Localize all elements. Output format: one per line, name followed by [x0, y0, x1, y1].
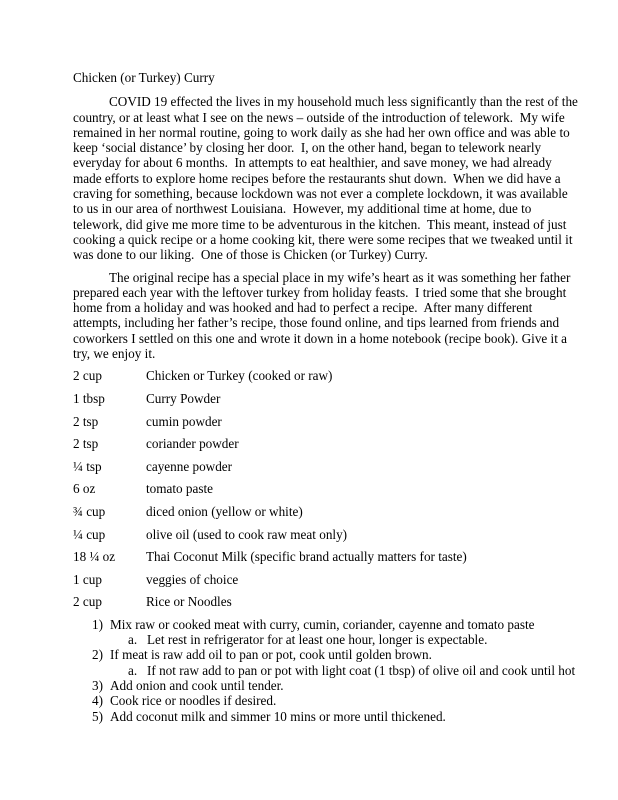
ingredient-name: Curry Powder [146, 390, 221, 406]
step-text: Add onion and cook until tender. [110, 678, 284, 694]
ingredient-name: veggies of choice [146, 571, 239, 587]
step-item [73, 678, 580, 693]
substep-item [73, 632, 580, 647]
ingredient-row [73, 436, 580, 451]
ingredient-row [73, 594, 580, 609]
ingredient-row [73, 414, 580, 429]
ingredient-row [73, 459, 580, 474]
instruction-list [73, 617, 580, 724]
ingredient-name: olive oil (used to cook raw meat only) [146, 526, 348, 542]
step-text: Add coconut milk and simmer 10 mins or more until thickened. [110, 708, 446, 724]
ingredient-name: Thai Coconut Milk (specific brand actually matters for taste) [146, 549, 467, 565]
ingredient-name: Rice or Noodles [146, 594, 232, 610]
ingredient-amount: 2 tsp [73, 413, 99, 429]
substep-item [73, 663, 580, 678]
ingredient-amount: ¼ cup [73, 526, 106, 542]
document-content [73, 70, 580, 724]
substep-text: If not raw add to pan or pot with light coat (1 tbsp) of olive oil and cook until hot [147, 662, 576, 678]
ingredient-name: cayenne powder [146, 458, 233, 474]
ingredient-row [73, 368, 580, 383]
step-marker: 5) [92, 708, 103, 724]
step-text: Cook rice or noodles if desired. [110, 693, 277, 709]
ingredient-list [73, 368, 580, 609]
ingredient-amount: 2 cup [73, 368, 102, 384]
step-item [73, 709, 580, 724]
recipe-title: Chicken (or Turkey) Curry [73, 70, 215, 85]
step-item [73, 693, 580, 708]
intro-paragraph: COVID 19 effected the lives in my household much less significantly than the rest of the country, or at least what I see on the news – outside of the introduction of telework. My wife remained in her normal routine, going to work daily as she had her own office and was able to keep ‘social distance’ by closing her door. I, on the other hand, began to telework nearly everyday for about 6 months. In attempts to eat healthier, and save money, we had already made efforts to explore home recipes before the restaurants shut down. When we did have a craving for something, because lockdown was not ever a complete lockdown, it was available to us in our area of northwest Louisiana. However, my additional time at home, due to telework, did give me more time to be adventurous in the kitchen. This meant, instead of just cooking a quick recipe or a home cooking kit, there were some recipes that we tweaked until it was done to our liking. One of those is Chicken (or Turkey) Curry. [73, 94, 582, 263]
ingredient-amount: 2 cup [73, 594, 102, 610]
step-marker: 2) [92, 647, 103, 663]
step-marker: 1) [92, 616, 103, 632]
step-text: If meat is raw add oil to pan or pot, cook until golden brown. [110, 647, 432, 663]
ingredient-amount: 18 ¼ oz [73, 549, 116, 565]
step-marker: 3) [92, 678, 103, 694]
ingredient-amount: 1 tbsp [73, 390, 105, 406]
ingredient-name: coriander powder [146, 436, 239, 452]
ingredient-row [73, 572, 580, 587]
step-text: Mix raw or cooked meat with curry, cumin, coriander, cayenne and tomato paste [110, 616, 535, 632]
substep-text: Let rest in refrigerator for at least one hour, longer is expectable. [147, 632, 488, 648]
ingredient-row [73, 504, 580, 519]
step-item [73, 647, 580, 662]
substep-marker: a. [128, 662, 138, 678]
substep-marker: a. [128, 632, 138, 648]
backstory-paragraph: The original recipe has a special place in my wife’s heart as it was something her father prepared each year with the leftover turkey from holiday feasts. I tried some that she brought home from a holiday and was hooked and had to perfect a recipe. After many different attempts, including her father’s recipe, those found online, and tips learned from friends and coworkers I settled on this one and wrote it down in a home notebook (recipe book). Give it a try, we enjoy it. [73, 269, 574, 362]
ingredient-amount: ¾ cup [73, 503, 106, 519]
ingredient-amount: 6 oz [73, 481, 96, 497]
step-marker: 4) [92, 693, 103, 709]
ingredient-name: tomato paste [146, 481, 214, 497]
step-item [73, 617, 580, 632]
ingredient-row [73, 527, 580, 542]
ingredient-row [73, 481, 580, 496]
ingredient-name: cumin powder [146, 413, 222, 429]
ingredient-name: Chicken or Turkey (cooked or raw) [146, 368, 333, 384]
ingredient-row [73, 391, 580, 406]
ingredient-amount: 2 tsp [73, 436, 99, 452]
ingredient-amount: 1 cup [73, 571, 102, 587]
ingredient-amount: ¼ tsp [73, 458, 102, 474]
ingredient-name: diced onion (yellow or white) [146, 503, 303, 519]
ingredient-row [73, 549, 580, 564]
